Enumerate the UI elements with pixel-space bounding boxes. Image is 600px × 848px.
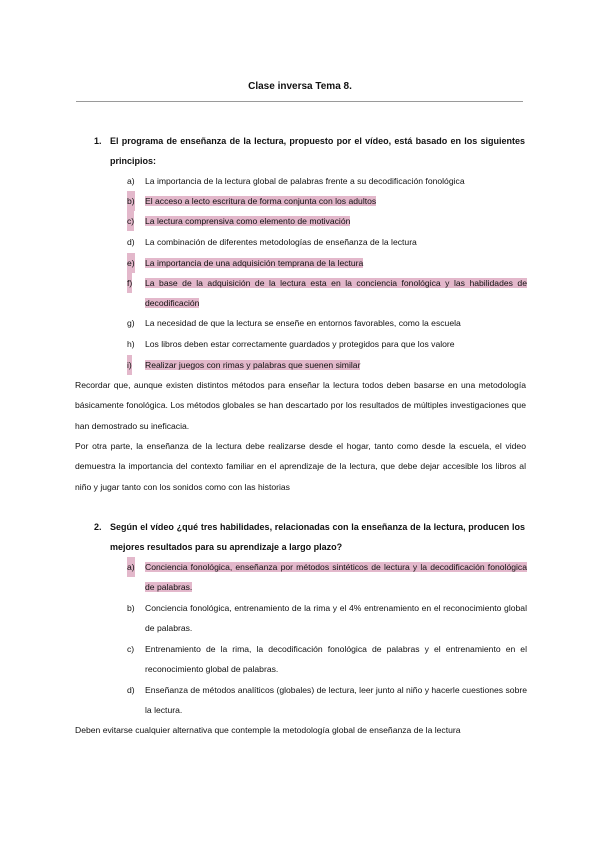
q2-explanation: Deben evitarse cualquier alternativa que contemple la metodología global de enseñanza de la lectura	[75, 725, 461, 735]
question-2-number: 2.	[94, 522, 102, 532]
option-text-highlighted: La base de la adquisición de la lectura esta en la conciencia fonológica y las habilidades de decodificación	[145, 278, 527, 308]
option-text-highlighted: Realizar juegos con rimas y palabras que suenen similar	[145, 360, 361, 370]
q2-option-c	[127, 639, 527, 679]
q1-option-d	[127, 232, 527, 252]
q1-option-e	[127, 253, 527, 273]
option-letter: c)	[127, 211, 134, 231]
q1-option-c	[127, 211, 527, 231]
option-text: Conciencia fonológica, entrenamiento de la rima y el 4% entrenamiento en el reconocimiento global de palabras.	[145, 603, 527, 633]
q1-option-g	[127, 313, 527, 333]
option-letter: a)	[127, 557, 135, 577]
option-letter: b)	[127, 603, 135, 613]
option-text: Entrenamiento de la rima, la decodificación fonológica de palabras y el entrenamiento en el reconocimiento global de palabras.	[145, 644, 527, 674]
option-text: La combinación de diferentes metodologías de enseñanza de la lectura	[145, 237, 417, 247]
option-text-highlighted: Conciencia fonológica, enseñanza por métodos sintéticos de lectura y la decodificación fonológica de palabras.	[145, 562, 527, 592]
option-letter: f)	[127, 273, 132, 293]
option-letter: h)	[127, 339, 135, 349]
option-text-highlighted: El acceso a lecto escritura de forma conjunta con los adultos	[145, 196, 377, 206]
q1-option-h	[127, 334, 527, 354]
q1-option-a	[127, 171, 527, 191]
option-text: Enseñanza de métodos analíticos (globales) de lectura, leer junto al niño y hacerle cuestiones sobre la lectura.	[145, 685, 527, 715]
q1-explanation-2: Por otra parte, la enseñanza de la lectura debe realizarse desde el hogar, tanto como desde la escuela, el video demuestra la importancia del contexto familiar en el aprendizaje de la lectura, que debe dejar accesible los libros al niño y jugar tanto con los sonidos como con las historias	[75, 441, 526, 492]
option-text-highlighted: La importancia de una adquisición temprana de la lectura	[145, 258, 364, 268]
option-letter: d)	[127, 685, 135, 695]
option-letter: e)	[127, 253, 135, 273]
option-letter: i)	[127, 355, 132, 375]
q1-option-i	[127, 355, 527, 375]
option-text: Los libros deben estar correctamente guardados y protegidos para que los valore	[145, 339, 455, 349]
q2-option-a	[127, 557, 527, 597]
title-divider	[76, 101, 523, 102]
question-1-text: El programa de enseñanza de la lectura, propuesto por el vídeo, está basado en los siguientes principios:	[110, 136, 525, 166]
option-letter: b)	[127, 191, 135, 211]
option-letter: d)	[127, 237, 135, 247]
page-title: Clase inversa Tema 8.	[248, 81, 352, 92]
question-1	[94, 131, 525, 171]
question-1-number: 1.	[94, 136, 102, 146]
option-text-highlighted: La lectura comprensiva como elemento de motivación	[145, 216, 351, 226]
question-2	[94, 517, 525, 557]
question-2-text: Según el vídeo ¿qué tres habilidades, relacionadas con la enseñanza de la lectura, producen los mejores resultados para su aprendizaje a largo plazo?	[110, 522, 525, 552]
q1-explanation-1: Recordar que, aunque existen distintos métodos para enseñar la lectura todos deben basarse en una metodología básicamente fonológica. Los métodos globales se han descartado por los resultados de múltiples investigaciones que han demostrado su ineficacia.	[75, 380, 526, 431]
option-letter: a)	[127, 176, 135, 186]
q1-option-f	[127, 273, 527, 313]
option-text: La importancia de la lectura global de palabras frente a su decodificación fonológica	[145, 176, 465, 186]
option-letter: g)	[127, 318, 135, 328]
q2-option-b	[127, 598, 527, 638]
option-text: La necesidad de que la lectura se enseñe en entornos favorables, como la escuela	[145, 318, 461, 328]
q1-option-b	[127, 191, 527, 211]
option-letter: c)	[127, 644, 135, 654]
q2-option-d	[127, 680, 527, 720]
